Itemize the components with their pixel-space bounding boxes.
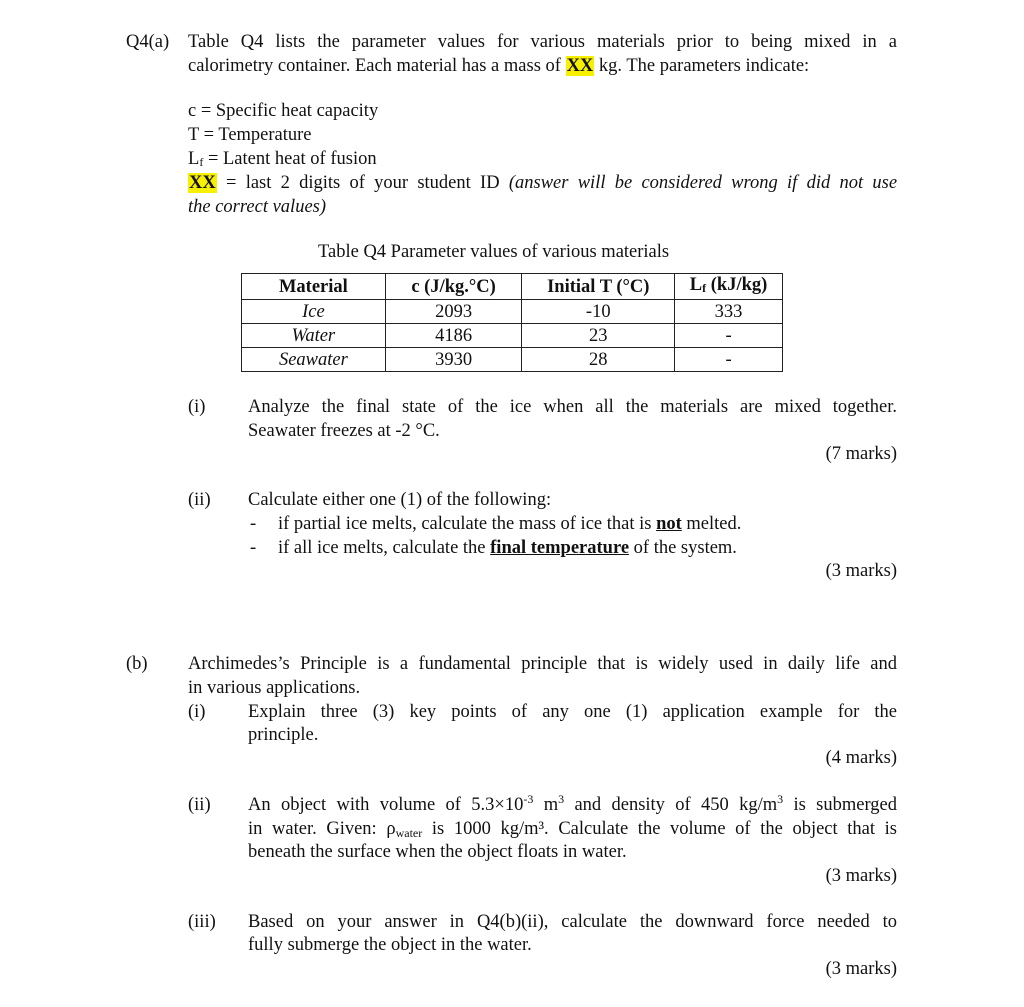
q4a-ii-bullet1-emphasis: not [656,514,682,534]
cell-temp: 23 [522,324,675,348]
q4a-ii-bullet2-pre: if all ice melts, calculate the [278,538,486,558]
cell-temp: 28 [522,348,675,372]
q4b-ii-line1 [248,793,897,817]
def-latent-text: = Latent heat of fusion [207,149,377,169]
q4b-iii-line2: fully submerge the object in the water. [248,935,532,955]
header-latent-unit: (kJ/kg) [710,275,768,295]
cell-lf: - [675,324,783,348]
q4b-ii-cube2: 3 [777,791,784,806]
def-xx-warning-cont: the correct values) [188,197,327,217]
q4a-intro-line2-post: kg. The parameters indicate: [598,56,810,76]
q4b-ii-line3: beneath the surface when the object floats in water. [248,842,627,862]
q4b-ii-cube: 3 [558,791,565,806]
q4b-ii-unit: m [543,795,559,815]
def-xx-text: = last 2 digits of your student ID [226,173,500,193]
question-label-q4b: (b) [126,654,148,674]
q4b-ii-line1-post: is submerged [793,795,898,815]
bullet-dash: - [250,514,257,534]
q4a-ii-marks: (3 marks) [825,561,897,581]
cell-lf: - [675,348,783,372]
table-caption: Table Q4 Parameter values of various materials [318,242,670,262]
def-latent-heat [188,147,377,174]
bullet-dash: - [250,538,257,558]
header-latent-heat [675,274,783,300]
def-xx-highlight: XX [189,173,216,193]
def-temperature: T = Temperature [188,125,312,145]
q4a-intro-line1: Table Q4 lists the parameter values for various materials prior to being mixed in a [188,32,897,52]
q4a-i-line1: Analyze the final state of the ice when all the materials are mixed together. [248,397,897,417]
q4b-ii-exponent: -3 [523,791,534,806]
q4b-ii-density: and density of 450 kg/m [574,795,778,815]
def-xx-warning: (answer will be considered wrong if did not use [508,173,898,193]
cell-c: 2093 [385,300,522,324]
header-initial-temp: Initial T (°C) [522,274,675,300]
q4a-ii-bullet2-post: of the system. [633,538,737,558]
header-latent-symbol: L [689,275,703,295]
q4b-i-label: (i) [188,702,206,722]
q4b-ii-line2-post: is 1000 kg/m³. Calculate the volume of the object that is [431,819,898,839]
def-latent-subscript: f [199,155,204,169]
table-row [242,348,783,372]
def-specific-heat: c = Specific heat capacity [188,101,379,121]
q4a-ii-label: (ii) [188,490,211,510]
q4b-iii-line1: Based on your answer in Q4(b)(ii), calculate the downward force needed to [248,912,897,932]
q4b-i-line2: principle. [248,725,319,745]
q4b-i-line1: Explain three (3) key points of any one (1) application example for the [248,702,897,722]
def-xx-line1 [188,171,897,195]
q4a-ii-bullet2-emphasis: final temperature [490,538,630,558]
table-header-row [242,274,783,300]
cell-material: Ice [242,300,386,324]
q4a-i-label: (i) [188,397,206,417]
xx-highlight: XX [566,56,594,76]
q4b-ii-rho: in water. Given: ρ [248,819,396,839]
q4b-iii-label: (iii) [188,912,216,932]
q4b-ii-rho-subscript: water [395,826,423,840]
question-label-q4a: Q4(a) [126,32,170,52]
q4b-ii-volume: An object with volume of 5.3×10 [248,795,524,815]
q4a-ii-bullet1-post: melted. [686,514,742,534]
q4a-ii-bullet1-pre: if partial ice melts, calculate the mass of ice that is [278,514,652,534]
parameter-table [241,273,783,372]
table-row [242,300,783,324]
cell-c: 3930 [385,348,522,372]
header-material: Material [242,274,386,300]
q4b-intro-line2: in various applications. [188,678,361,698]
q4b-ii-marks: (3 marks) [825,866,897,886]
header-specific-heat: c (J/kg.°C) [385,274,522,300]
def-xx-line2 [188,195,326,219]
q4a-ii-bullet2 [278,536,737,560]
q4b-ii-label: (ii) [188,795,211,815]
cell-material: Seawater [242,348,386,372]
q4a-ii-line1: Calculate either one (1) of the following: [248,490,552,510]
def-latent-symbol: L [188,149,200,169]
q4a-ii-bullet1 [278,512,741,536]
table-row [242,324,783,348]
cell-material: Water [242,324,386,348]
q4a-i-line2: Seawater freezes at -2 °C. [248,421,440,441]
q4b-i-marks: (4 marks) [825,748,897,768]
header-latent-subscript: f [702,281,707,295]
cell-lf: 333 [675,300,783,324]
q4a-intro-line2-pre: calorimetry container. Each material has a mass of [188,56,561,76]
q4a-i-marks: (7 marks) [825,444,897,464]
cell-temp: -10 [522,300,675,324]
cell-c: 4186 [385,324,522,348]
q4a-intro-line2 [188,54,809,78]
q4b-iii-marks: (3 marks) [825,959,897,979]
q4b-intro-line1: Archimedes’s Principle is a fundamental principle that is widely used in daily life and [188,654,897,674]
